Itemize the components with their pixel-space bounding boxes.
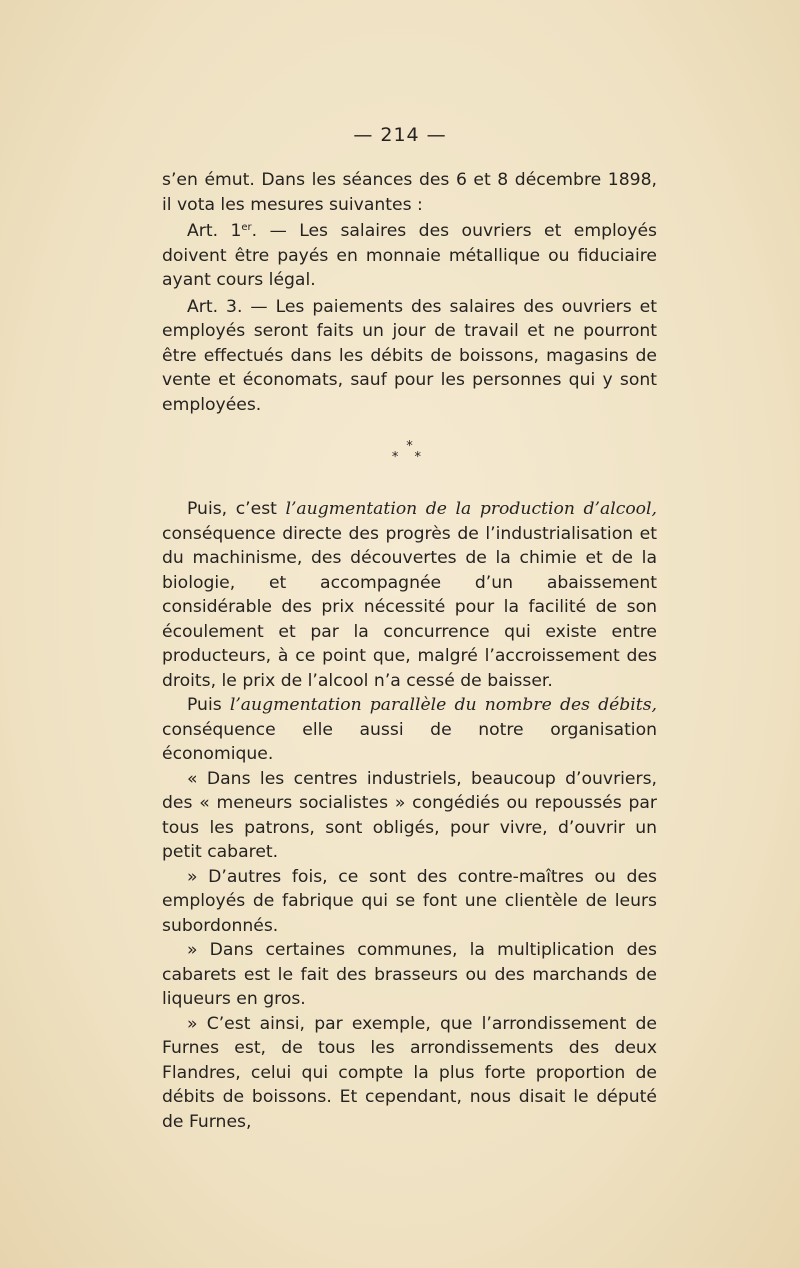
- paragraph-communes: » Dans certaines communes, la multiplication des cabarets est le fait des brasseurs ou des marchands de liqueurs en gros.: [162, 940, 657, 1009]
- asterism-bottom: * *: [391, 450, 428, 465]
- paragraph-1: s’en émut. Dans les séances des 6 et 8 décembre 1898, il vota les mesures suivantes :: [162, 170, 657, 215]
- paragraph-furnes: » C’est ainsi, par exemple, que l’arrondissement de Furnes est, de tous les arrondissements des deux Flandres, celui qui compte la plus forte proportion de débits de boissons. Et cependant, nous disait le député de Furnes,: [162, 1013, 657, 1132]
- asterism-separator: [162, 417, 657, 497]
- paragraph-art-3: Art. 3. — Les paiements des salaires des ouvriers et employés seront faits un jour de travail et ne pourront être effectués dans les débits de boissons, magasins de vente et économats, sauf pour les personnes qui y sont employées.: [162, 296, 657, 415]
- paragraph-art-1: [162, 219, 657, 293]
- paragraph-contre-maitres: » D’autres fois, ce sont des contre-maîtres ou des employés de fabrique qui se font une clientèle de leurs subordonnés.: [162, 866, 657, 936]
- pn-emphasis: l’augmentation parallèle du nombre des débits,: [229, 695, 657, 715]
- paragraph-nombre-debits: [162, 693, 657, 767]
- art-1-superscript: er: [241, 222, 252, 233]
- paragraph-production-alcool: [162, 497, 657, 693]
- pa-text: conséquence directe des progrès de l’industrialisation et du machinisme, des découvertes de la chimie et de la biologie, et accompagnée d’un abaissement considérable des prix nécessité pour la facilité de son écoulement et par la concurrence qui existe entre producteurs, à ce point que, malgré l’accroissement des droits, le prix de l’alcool n’a cessé de baisser.: [162, 523, 657, 691]
- art-1-text: . — Les salaires des ouvriers et employés doivent être payés en monnaie métallique ou fiduciaire ayant cours légal.: [162, 221, 657, 290]
- pn-text: conséquence elle aussi de notre organisation économique.: [162, 719, 657, 764]
- page-number: — 214 —: [353, 124, 447, 146]
- pa-emphasis: l’augmentation de la production d’alcool,: [285, 499, 657, 519]
- pa-prefix: Puis, c’est: [187, 499, 286, 519]
- asterism-top: *: [406, 439, 413, 454]
- paragraph-centres-industriels: « Dans les centres industriels, beaucoup d’ouvriers, des « meneurs socialistes » congédiés ou repoussés par tous les patrons, sont obligés, pour vivre, d’ouvrir un petit cabaret.: [162, 768, 657, 862]
- pn-prefix: Puis: [187, 695, 230, 715]
- art-1-prefix: Art. 1: [187, 221, 242, 241]
- body-text: [162, 168, 657, 1134]
